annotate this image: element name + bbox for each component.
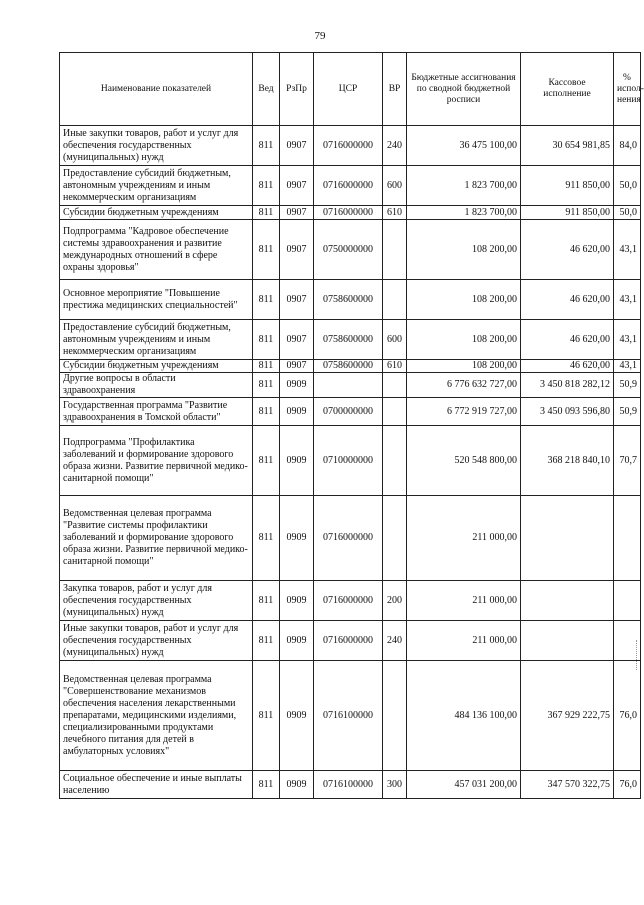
cell-cash [521, 581, 614, 621]
cell-pct: 43,1 [614, 220, 641, 280]
cell-vr: 300 [383, 771, 407, 799]
cell-rzpr: 0907 [280, 280, 314, 320]
cell-budget: 1 823 700,00 [407, 166, 521, 206]
cell-vr: 610 [383, 206, 407, 220]
cell-name: Подпрограмма "Кадровое обеспечение системы здравоохранения и развитие международных отношений в сфере охраны здоровья" [60, 220, 253, 280]
cell-ved: 811 [253, 320, 280, 360]
cell-rzpr: 0907 [280, 320, 314, 360]
cell-csr: 0700000000 [314, 398, 383, 426]
cell-budget: 520 548 800,00 [407, 426, 521, 496]
table-row [60, 280, 641, 320]
cell-cash: 368 218 840,10 [521, 426, 614, 496]
cell-budget: 108 200,00 [407, 220, 521, 280]
table-header-row [60, 53, 641, 126]
cell-budget: 457 031 200,00 [407, 771, 521, 799]
cell-ved: 811 [253, 360, 280, 373]
cell-ved: 811 [253, 220, 280, 280]
cell-csr: 0716000000 [314, 126, 383, 166]
cell-rzpr: 0909 [280, 771, 314, 799]
table-row [60, 220, 641, 280]
header-pct: % испол-нения [614, 53, 641, 126]
cell-name: Ведомственная целевая программа "Совершенствование механизмов обеспечения населения лекарственными препаратами, медицинскими изделиями, специализированными продуктами лечебного питания для детей в амбулаторных условиях" [60, 661, 253, 771]
cell-csr: 0716000000 [314, 496, 383, 581]
cell-csr: 0758600000 [314, 320, 383, 360]
cell-csr: 0716000000 [314, 581, 383, 621]
cell-pct: 43,1 [614, 280, 641, 320]
budget-table [59, 52, 644, 799]
cell-ved: 811 [253, 661, 280, 771]
cell-name: Подпрограмма "Профилактика заболеваний и формирование здорового образа жизни. Развитие первичной медико-санитарной помощи" [60, 426, 253, 496]
cell-vr [383, 496, 407, 581]
cell-ved: 811 [253, 621, 280, 661]
cell-csr: 0716100000 [314, 771, 383, 799]
cell-cash: 347 570 322,75 [521, 771, 614, 799]
cell-csr: 0758600000 [314, 280, 383, 320]
cell-pct: 43,1 [614, 360, 641, 373]
cell-vr: 610 [383, 360, 407, 373]
cell-vr: 600 [383, 320, 407, 360]
header-ved: Вед [253, 53, 280, 126]
cell-name: Закупка товаров, работ и услуг для обеспечения государственных (муниципальных) нужд [60, 581, 253, 621]
table-row [60, 581, 641, 621]
cell-name: Ведомственная целевая программа "Развитие системы профилактики заболеваний и формирование здорового образа жизни. Развитие первичной медико-санитарной помощи" [60, 496, 253, 581]
cell-vr [383, 426, 407, 496]
cell-budget: 1 823 700,00 [407, 206, 521, 220]
cell-cash: 911 850,00 [521, 206, 614, 220]
header-rzpr: РзПр [280, 53, 314, 126]
cell-ved: 811 [253, 280, 280, 320]
cell-cash: 3 450 093 596,80 [521, 398, 614, 426]
cell-ved: 811 [253, 166, 280, 206]
cell-cash: 46 620,00 [521, 220, 614, 280]
cell-vr: 200 [383, 581, 407, 621]
cell-rzpr: 0909 [280, 496, 314, 581]
cell-vr [383, 661, 407, 771]
cell-budget: 108 200,00 [407, 320, 521, 360]
cell-ved: 811 [253, 581, 280, 621]
cell-name: Основное мероприятие "Повышение престижа медицинских специальностей" [60, 280, 253, 320]
cell-pct: 50,9 [614, 373, 641, 398]
cell-rzpr: 0907 [280, 220, 314, 280]
cell-pct: 50,0 [614, 206, 641, 220]
cell-rzpr: 0907 [280, 166, 314, 206]
cell-name: Иные закупки товаров, работ и услуг для обеспечения государственных (муниципальных) нужд [60, 126, 253, 166]
header-csr: ЦСР [314, 53, 383, 126]
cell-cash [521, 496, 614, 581]
cell-budget: 6 776 632 727,00 [407, 373, 521, 398]
table-row [60, 320, 641, 360]
cell-pct: 50,9 [614, 398, 641, 426]
header-vr: ВР [383, 53, 407, 126]
cell-name: Государственная программа "Развитие здравоохранения в Томской области" [60, 398, 253, 426]
cell-cash: 46 620,00 [521, 280, 614, 320]
cell-ved: 811 [253, 126, 280, 166]
cell-budget: 211 000,00 [407, 496, 521, 581]
cell-csr: 0758600000 [314, 360, 383, 373]
cell-name: Предоставление субсидий бюджетным, автономным учреждениям и иным некоммерческим организациям [60, 320, 253, 360]
cell-name: Социальное обеспечение и иные выплаты населению [60, 771, 253, 799]
cell-ved: 811 [253, 206, 280, 220]
cell-pct: 50,0 [614, 166, 641, 206]
scan-edge-mark [632, 640, 637, 670]
cell-csr: 0710000000 [314, 426, 383, 496]
table-row [60, 426, 641, 496]
cell-vr [383, 398, 407, 426]
cell-pct [614, 496, 641, 581]
cell-vr [383, 280, 407, 320]
cell-rzpr: 0909 [280, 661, 314, 771]
page-number: 79 [314, 30, 326, 42]
cell-budget: 108 200,00 [407, 280, 521, 320]
cell-name: Иные закупки товаров, работ и услуг для обеспечения государственных (муниципальных) нужд [60, 621, 253, 661]
table-row [60, 661, 641, 771]
cell-vr: 240 [383, 621, 407, 661]
cell-cash: 367 929 222,75 [521, 661, 614, 771]
table-row [60, 496, 641, 581]
cell-cash: 30 654 981,85 [521, 126, 614, 166]
cell-rzpr: 0909 [280, 621, 314, 661]
cell-pct: 43,1 [614, 320, 641, 360]
cell-rzpr: 0907 [280, 126, 314, 166]
cell-csr: 0716000000 [314, 166, 383, 206]
header-budget: Бюджетные ассигнования по сводной бюджетной росписи [407, 53, 521, 126]
cell-pct: 84,0 [614, 126, 641, 166]
cell-csr: 0716000000 [314, 206, 383, 220]
cell-budget: 211 000,00 [407, 621, 521, 661]
cell-rzpr: 0909 [280, 398, 314, 426]
cell-cash: 46 620,00 [521, 360, 614, 373]
cell-vr: 240 [383, 126, 407, 166]
cell-name: Предоставление субсидий бюджетным, автономным учреждениям и иным некоммерческим организациям [60, 166, 253, 206]
cell-cash: 911 850,00 [521, 166, 614, 206]
cell-pct [614, 581, 641, 621]
cell-cash [521, 621, 614, 661]
cell-name: Субсидии бюджетным учреждениям [60, 206, 253, 220]
header-name: Наименование показателей [60, 53, 253, 126]
cell-csr: 0716000000 [314, 621, 383, 661]
cell-vr [383, 220, 407, 280]
table-row [60, 398, 641, 426]
table-row [60, 126, 641, 166]
cell-rzpr: 0909 [280, 373, 314, 398]
cell-rzpr: 0907 [280, 206, 314, 220]
cell-ved: 811 [253, 771, 280, 799]
cell-budget: 108 200,00 [407, 360, 521, 373]
cell-pct: 76,0 [614, 661, 641, 771]
header-cash: Кассовое исполнение [521, 53, 614, 126]
cell-ved: 811 [253, 426, 280, 496]
cell-name: Другие вопросы в области здравоохранения [60, 373, 253, 398]
cell-ved: 811 [253, 373, 280, 398]
cell-csr: 0716100000 [314, 661, 383, 771]
table-row [60, 621, 641, 661]
cell-vr: 600 [383, 166, 407, 206]
cell-rzpr: 0909 [280, 581, 314, 621]
cell-vr [383, 373, 407, 398]
cell-budget: 211 000,00 [407, 581, 521, 621]
table-row [60, 373, 641, 398]
cell-pct: 76,0 [614, 771, 641, 799]
cell-budget: 6 772 919 727,00 [407, 398, 521, 426]
table-row [60, 206, 641, 220]
cell-budget: 484 136 100,00 [407, 661, 521, 771]
cell-name: Субсидии бюджетным учреждениям [60, 360, 253, 373]
table-row [60, 360, 641, 373]
cell-ved: 811 [253, 398, 280, 426]
cell-pct: 70,7 [614, 426, 641, 496]
cell-budget: 36 475 100,00 [407, 126, 521, 166]
table-row [60, 771, 641, 799]
cell-cash: 46 620,00 [521, 320, 614, 360]
cell-csr [314, 373, 383, 398]
cell-cash: 3 450 818 282,12 [521, 373, 614, 398]
cell-rzpr: 0907 [280, 360, 314, 373]
cell-ved: 811 [253, 496, 280, 581]
cell-csr: 0750000000 [314, 220, 383, 280]
cell-rzpr: 0909 [280, 426, 314, 496]
table-row [60, 166, 641, 206]
